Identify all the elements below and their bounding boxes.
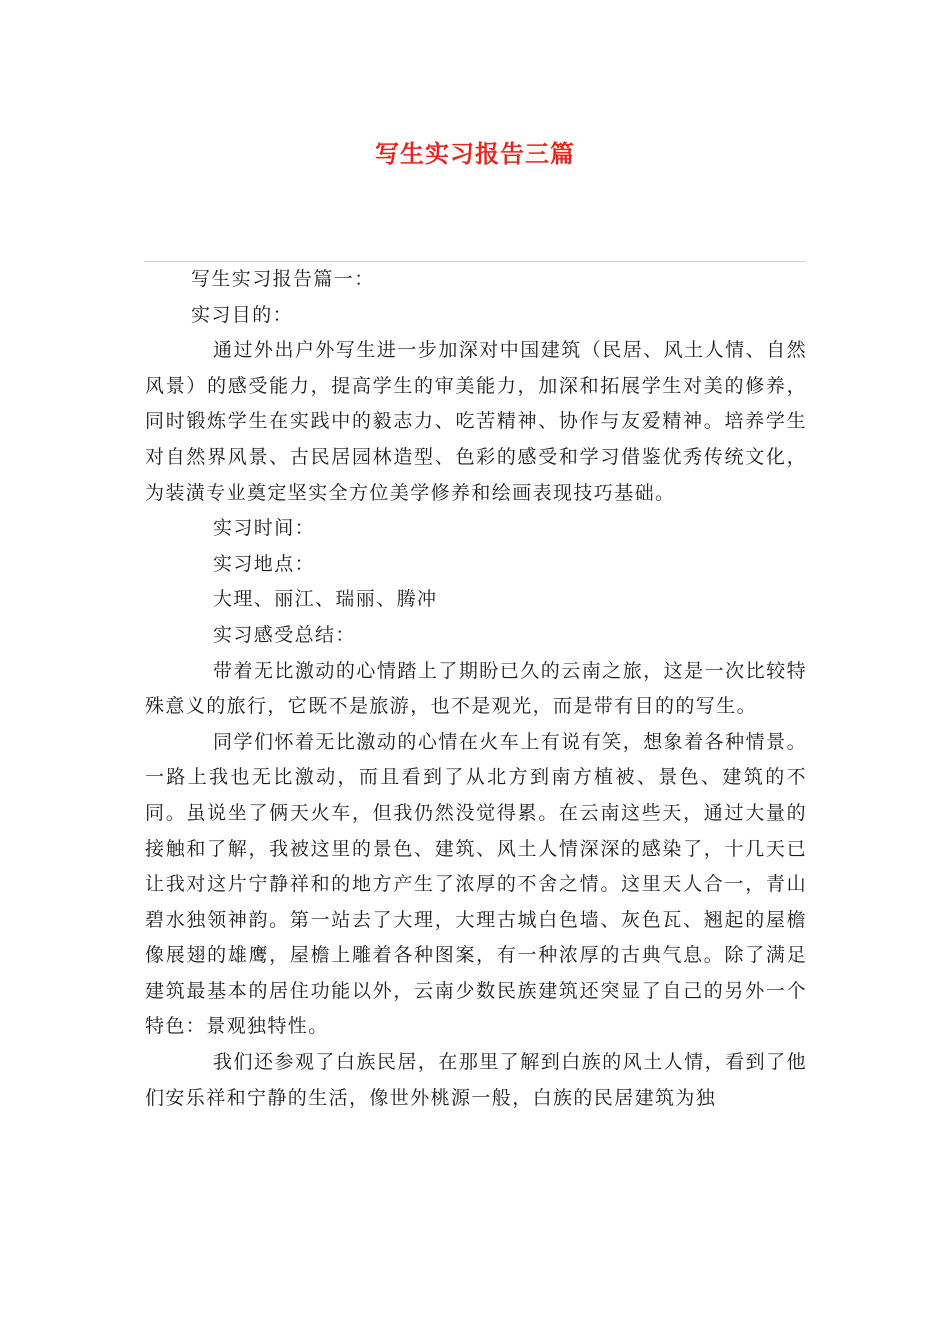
body-paragraph: 我们还参观了白族民居，在那里了解到白族的风土人情，看到了他们安乐祥和宁静的生活，像世外桃源一般，白族的民居建筑为独 — [145, 1051, 807, 1109]
body-paragraph: 同学们怀着无比激动的心情在火车上有说有笑，想象着各种情景。一路上我也无比激动，而且看到了从北方到南方植被、景色、建筑的不同。虽说坐了俩天火车，但我仍然没觉得累。在云南这些天，通过大量的接触和了解，我被这里的景色、建筑、风土人情深深的感染了，十几天已让我对这片宁静祥和的地方产生了浓厚的不舍之情。这里天人合一，青山碧水独领神韵。第一站去了大理，大理古城白色墙、灰色瓦、翘起的屋檐像展翅的雄鹰，屋檐上雕着各种图案，有一种浓厚的古典气息。除了满足建筑最基本的居住功能以外，云南少数民族建筑还突显了自己的另外一个特色：景观独特性。 — [145, 730, 807, 1038]
document-title: 写生实习报告三篇 — [375, 140, 575, 168]
document-body — [145, 262, 807, 1116]
purpose-label: 实习目的： — [191, 303, 294, 326]
summary-paragraph: 带着无比激动的心情踏上了期盼已久的云南之旅，这是一次比较特殊意义的旅行，它既不是旅游，也不是观光，而是带有目的的写生。 — [145, 659, 807, 718]
location-label: 实习地点： — [213, 552, 316, 575]
location-value: 大理、丽江、瑞丽、腾冲 — [213, 588, 438, 611]
purpose-paragraph: 通过外出户外写生进一步加深对中国建筑（民居、风土人情、自然风景）的感受能力，提高学生的审美能力，加深和拓展学生对美的修养，同时锻炼学生在实践中的毅志力、吃苦精神、协作与友爱精神。培养学生对自然界风景、古民居园林造型、色彩的感受和学习借鉴优秀传统文化，为装潢专业奠定坚实全方位美学修养和绘画表现技巧基础。 — [145, 339, 807, 504]
time-label: 实习时间： — [213, 517, 316, 540]
section-heading: 写生实习报告篇一： — [191, 268, 375, 290]
summary-label: 实习感受总结： — [213, 623, 356, 646]
